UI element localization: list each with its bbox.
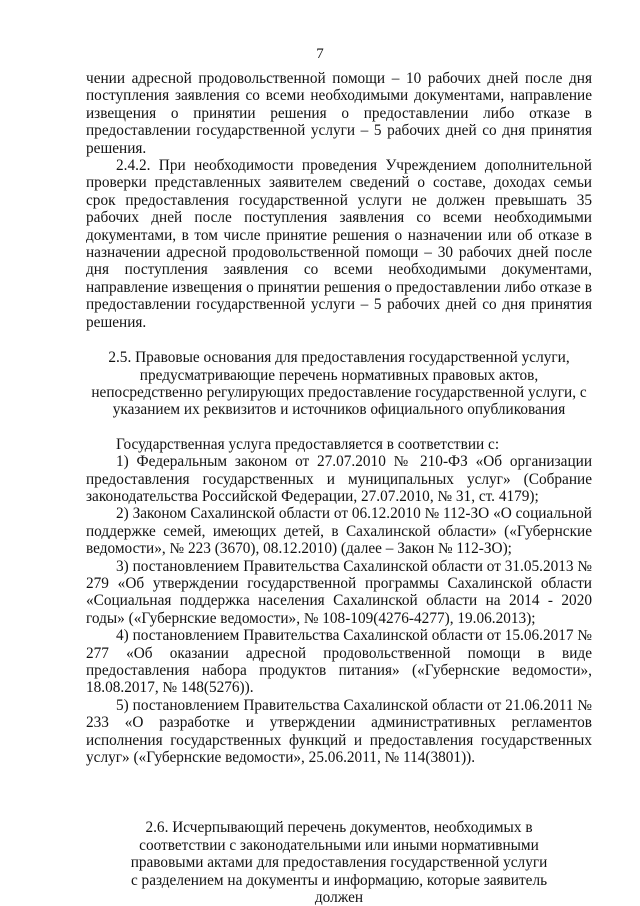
paragraph-2-4-2: 2.4.2. При необходимости проведения Учреждением дополнительной проверки представленных заявителем сведений о составе, доходах семьи срок предоставления государственной услуги не должен превышать 35 рабочих дней после поступления заявления со всеми необходимыми документами, в том числе принятие решения о назначении или об отказе в назначении адресной продовольственной помощи – 30 рабочих дней после дня поступления заявления со всеми необходимыми документами, направление извещения о принятии решения о предоставлении либо отказе в предоставлении государственной услуги – 5 рабочих дней со дня принятия решения. bbox=[86, 157, 592, 331]
legal-basis-item-2: 2) Законом Сахалинской области от 06.12.2010 № 112-ЗО «О социальной поддержке семей, имеющих детей, в Сахалинской области» («Губернские ведомости», № 223 (3670), 08.12.2010) (далее – Закон № 112-ЗО); bbox=[86, 505, 592, 558]
paragraph-continuation: чении адресной продовольственной помощи – 10 рабочих дней после дня поступления заявления со всеми необходимыми документами, направление извещения о принятии решения о предоставлении либо отказе в предоставлении государственной услуги – 5 рабочих дней со дня принятия решения. bbox=[86, 70, 592, 157]
section-2-5-intro: Государственная услуга предоставляется в соответствии с: bbox=[116, 435, 500, 453]
document-body bbox=[86, 70, 592, 906]
page-number: 7 bbox=[316, 46, 324, 62]
legal-basis-item-5: 5) постановлением Правительства Сахалинской области от 21.06.2011 № 233 «О разработке и утверждении административных регламентов исполнения государственных функций и предоставления государственных услуг» («Губернские ведомости», 25.06.2011, № 114(3801)). bbox=[86, 696, 592, 767]
legal-basis-item-3: 3) постановлением Правительства Сахалинской области от 31.05.2013 № 279 «Об утверждении государственной программы Сахалинской области «Социальная поддержка населения Сахалинской области на 2014 - 2020 годы» («Губернские ведомости», № 108-109(4276-4277), 19.06.2013); bbox=[86, 557, 592, 627]
section-heading-2-6: 2.6. Исчерпывающий перечень документов, необходимых в соответствии с законодательными или иными нормативными правовыми актами для предоставления государственной услуги с разделением на документы и информацию, которые заявитель должен bbox=[130, 819, 548, 906]
section-heading-2-5: 2.5. Правовые основания для предоставления государственной услуги, предусматривающие перечень нормативных правовых актов, непосредственно регулирующих предоставление государственной услуги, с указанием их реквизитов и источников официального опубликования bbox=[91, 349, 587, 419]
legal-basis-item-1: 1) Федеральным законом от 27.07.2010 № 210-ФЗ «Об организации предоставления государственных и муниципальных услуг» (Собрание законодательства Российской Федерации, 27.07.2010, № 31, ст. 4179); bbox=[86, 453, 592, 505]
legal-basis-item-4: 4) постановлением Правительства Сахалинской области от 15.06.2017 № 277 «Об оказании адресной продовольственной помощи в виде предоставления набора продуктов питания» («Губернские ведомости», 18.08.2017, № 148(5276)). bbox=[86, 627, 592, 697]
